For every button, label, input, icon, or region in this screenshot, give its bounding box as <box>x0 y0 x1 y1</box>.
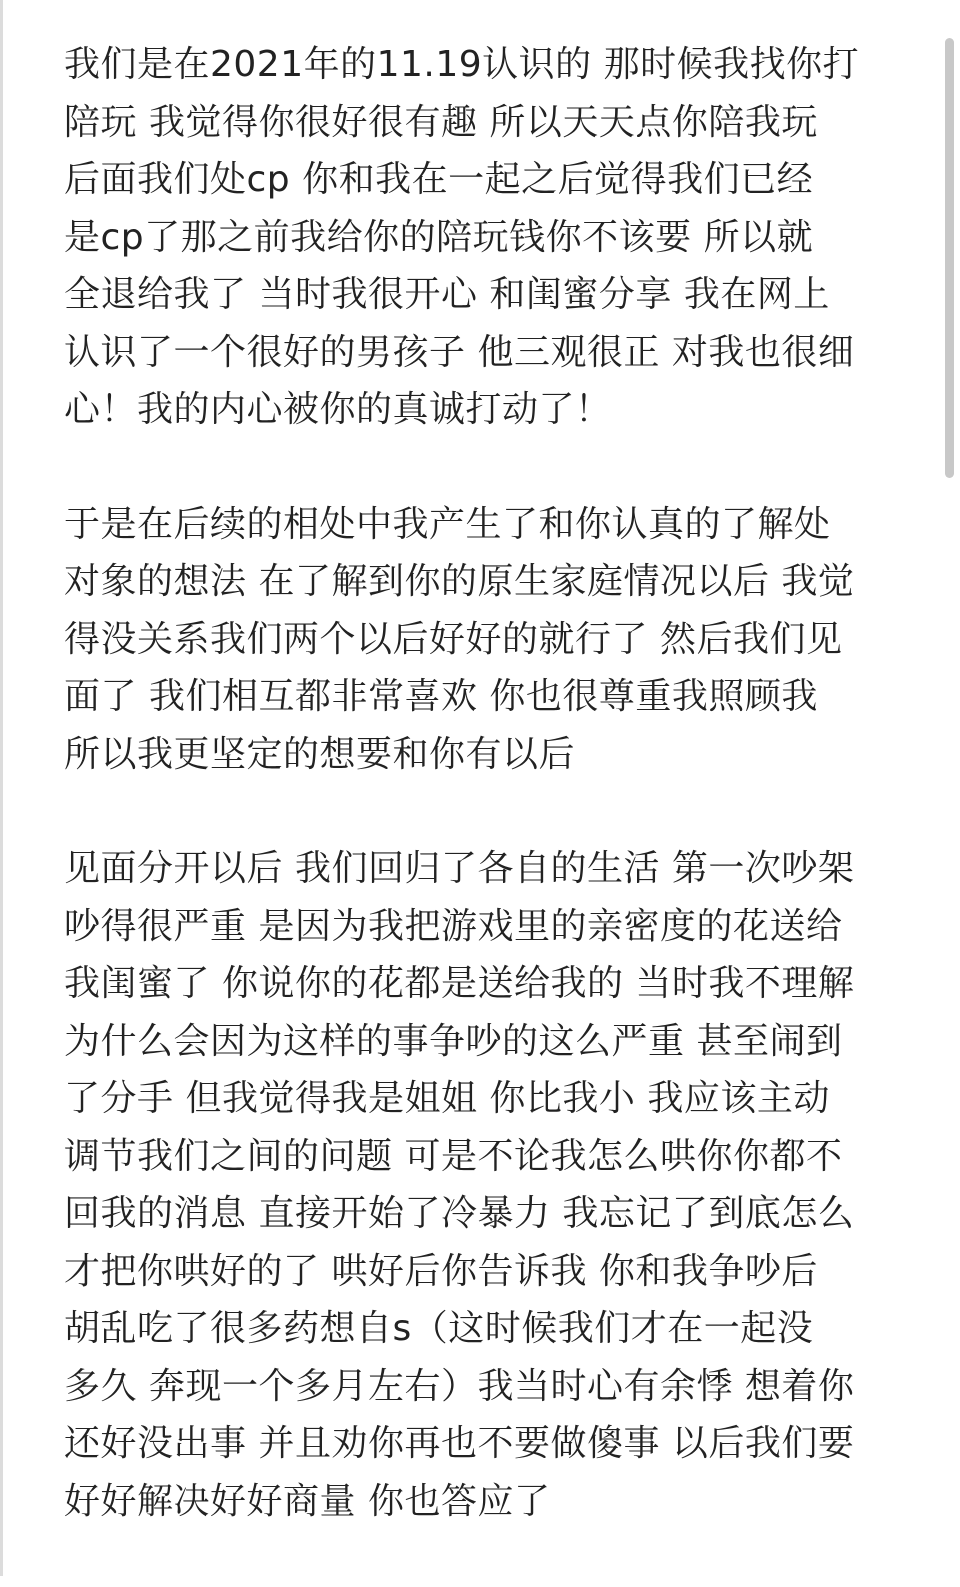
text-line: 我闺蜜了 你说你的花都是送给我的 当时我不理解 <box>64 963 855 1004</box>
vertical-scrollbar[interactable] <box>942 0 960 1576</box>
paragraph-1 <box>64 36 894 439</box>
text-line: 我们是在2021年的11.19认识的 那时候我找你打 <box>64 44 860 85</box>
text-line: 面了 我们相互都非常喜欢 你也很尊重我照顾我 <box>64 676 818 717</box>
text-line: 得没关系我们两个以后好好的就行了 然后我们见 <box>64 618 843 660</box>
text-line: 心！我的内心被你的真诚打动了！ <box>64 389 612 430</box>
text-line: 还好没出事 并且劝你再也不要做傻事 以后我们要 <box>64 1423 855 1464</box>
text-line: 陪玩 我觉得你很好很有趣 所以天天点你陪我玩 <box>64 101 818 143</box>
paragraph-3 <box>64 840 894 1530</box>
text-line: 是cp了那之前我给你的陪玩钱你不该要 所以就 <box>64 216 814 258</box>
text-line: 全退给我了 当时我很开心 和闺蜜分享 我在网上 <box>64 274 830 315</box>
left-edge-divider <box>0 0 3 1576</box>
text-line: 见面分开以后 我们回归了各自的生活 第一次吵架 <box>64 848 855 889</box>
text-line: 才把你哄好的了 哄好后你告诉我 你和我争吵后 <box>64 1250 818 1292</box>
scrollbar-thumb[interactable] <box>945 38 954 478</box>
text-line: 了分手 但我觉得我是姐姐 你比我小 我应该主动 <box>64 1078 830 1119</box>
text-line: 于是在后续的相处中我产生了和你认真的了解处 <box>64 503 831 545</box>
text-line: 对象的想法 在了解到你的原生家庭情况以后 我觉 <box>64 561 855 602</box>
text-line: 吵得很严重 是因为我把游戏里的亲密度的花送给 <box>64 905 843 947</box>
post-text-body <box>64 36 894 1587</box>
text-line: 回我的消息 直接开始了冷暴力 我忘记了到底怎么 <box>64 1193 855 1234</box>
text-line: 好好解决好好商量 你也答应了 <box>64 1480 551 1522</box>
text-line: 胡乱吃了很多药想自s（这时候我们才在一起没 <box>64 1308 814 1349</box>
text-line: 为什么会因为这样的事争吵的这么严重 甚至闹到 <box>64 1020 843 1062</box>
text-line: 多久 奔现一个多月左右）我当时心有余悸 想着你 <box>64 1365 855 1407</box>
text-line: 认识了一个很好的男孩子 他三观很正 对我也很细 <box>64 331 855 373</box>
text-line: 所以我更坚定的想要和你有以后 <box>64 733 576 775</box>
text-line: 调节我们之间的问题 可是不论我怎么哄你你都不 <box>64 1135 843 1177</box>
paragraph-2 <box>64 496 894 784</box>
text-line: 后面我们处cp 你和我在一起之后觉得我们已经 <box>64 159 814 200</box>
